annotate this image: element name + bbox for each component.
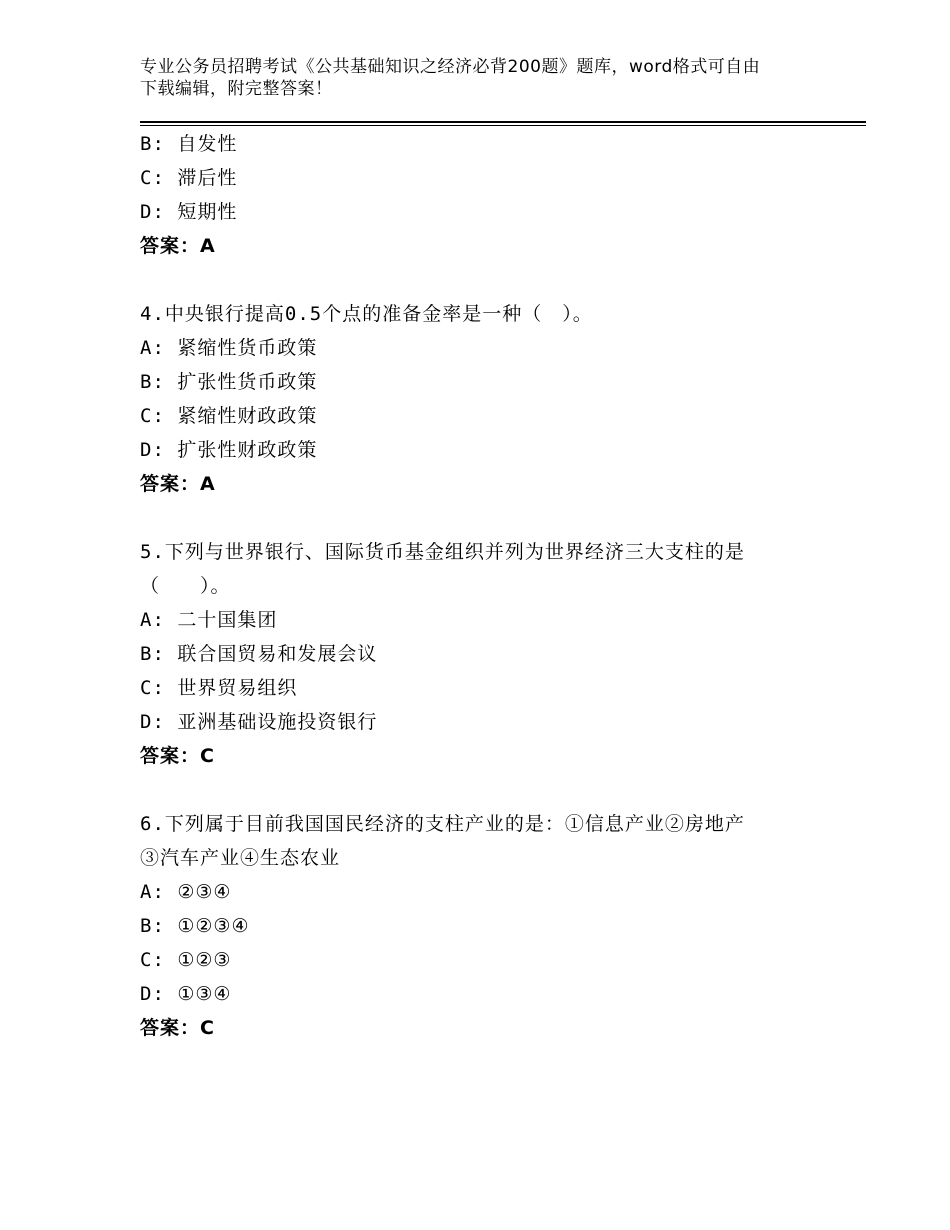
option-c: C: 世界贸易组织 — [140, 677, 298, 699]
option-a: A: 二十国集团 — [140, 609, 278, 631]
option-c: C: ①②③ — [140, 949, 232, 971]
option-d: D: 短期性 — [140, 201, 238, 223]
question-3-continued — [140, 127, 820, 263]
option-c: C: 滞后性 — [140, 167, 238, 189]
option-d: D: ①③④ — [140, 983, 232, 1005]
option-a: A: ②③④ — [140, 881, 232, 903]
question-stem-cont: ③汽车产业④生态农业 — [140, 847, 341, 869]
question-stem: 4.中央银行提高0.5个点的准备金率是一种（ ）。 — [140, 303, 593, 325]
question-stem-cont: （ ）。 — [140, 575, 231, 597]
option-c: C: 紧缩性财政政策 — [140, 405, 318, 427]
answer: 答案：C — [140, 745, 215, 767]
question-stem: 5.下列与世界银行、国际货币基金组织并列为世界经济三大支柱的是 — [140, 541, 745, 563]
question-stem: 6.下列属于目前我国国民经济的支柱产业的是：①信息产业②房地产 — [140, 813, 745, 835]
header-line-2: 下载编辑，附完整答案！ — [140, 79, 333, 99]
answer: 答案：A — [140, 473, 216, 495]
question-6 — [140, 807, 820, 1045]
document-body — [140, 127, 820, 1045]
header-line-1: 专业公务员招聘考试《公共基础知识之经济必背200题》题库，word格式可自由 — [140, 57, 761, 77]
header-rule-thick — [140, 121, 866, 123]
question-5 — [140, 535, 820, 773]
option-b: B: 联合国贸易和发展会议 — [140, 643, 378, 665]
page-header — [140, 56, 820, 100]
option-b: B: 自发性 — [140, 133, 238, 155]
option-d: D: 扩张性财政政策 — [140, 439, 318, 461]
option-b: B: ①②③④ — [140, 915, 250, 937]
option-d: D: 亚洲基础设施投资银行 — [140, 711, 378, 733]
question-4 — [140, 297, 820, 501]
answer: 答案：A — [140, 235, 216, 257]
header-rule-thin — [140, 125, 866, 126]
option-b: B: 扩张性货币政策 — [140, 371, 318, 393]
answer: 答案：C — [140, 1017, 215, 1039]
option-a: A: 紧缩性货币政策 — [140, 337, 318, 359]
